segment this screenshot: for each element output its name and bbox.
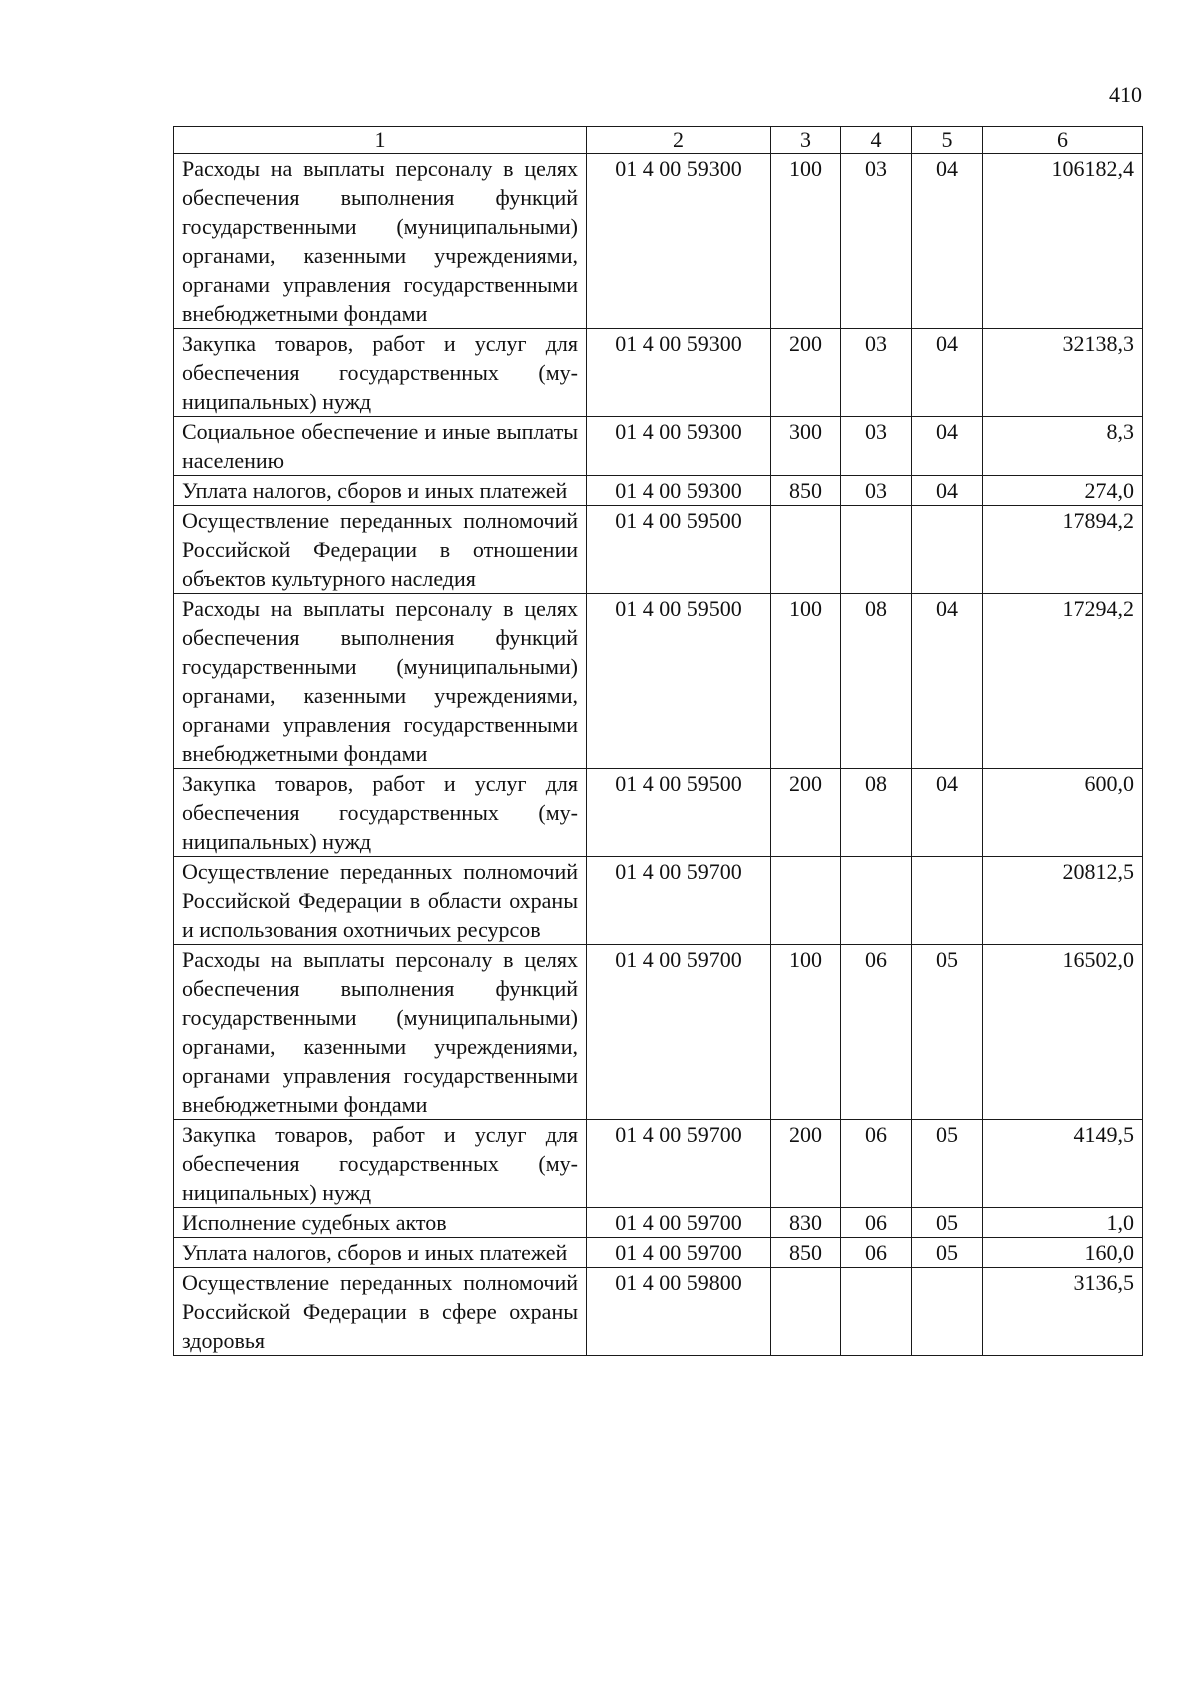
header-cell: 5: [912, 127, 983, 154]
table-row: [174, 417, 1143, 476]
table-row: [174, 1268, 1143, 1356]
row-section: 03: [841, 476, 912, 506]
row-subsection: [912, 1268, 983, 1356]
row-subsection: 04: [912, 476, 983, 506]
row-amount: 106182,4: [983, 154, 1143, 329]
row-subsection: 04: [912, 154, 983, 329]
row-description: Исполнение судебных актов: [174, 1208, 587, 1238]
row-expense-type: [771, 1268, 841, 1356]
row-amount: 17894,2: [983, 506, 1143, 594]
row-target-code: 01 4 00 59500: [587, 594, 771, 769]
row-description: Расходы на выплаты персоналу в целях обеспечения выполнения функций государственными (муниципальными) органами, казенными учреждениями, органами управления государственными внебюджетными фондами: [174, 594, 587, 769]
row-subsection: [912, 506, 983, 594]
row-target-code: 01 4 00 59300: [587, 476, 771, 506]
table-row: [174, 1208, 1143, 1238]
row-description: Уплата налогов, сборов и иных платежей: [174, 476, 587, 506]
table-row: [174, 769, 1143, 857]
table-row: [174, 1120, 1143, 1208]
row-section: 03: [841, 329, 912, 417]
row-target-code: 01 4 00 59800: [587, 1268, 771, 1356]
header-cell: 4: [841, 127, 912, 154]
row-target-code: 01 4 00 59700: [587, 1120, 771, 1208]
row-expense-type: 100: [771, 945, 841, 1120]
row-section: 06: [841, 945, 912, 1120]
row-section: 03: [841, 417, 912, 476]
table-row: [174, 594, 1143, 769]
row-section: 03: [841, 154, 912, 329]
row-subsection: [912, 857, 983, 945]
row-amount: 8,3: [983, 417, 1143, 476]
header-cell: 1: [174, 127, 587, 154]
table-header: [174, 127, 1143, 154]
table-body: [174, 154, 1143, 1356]
row-description: Закупка товаров, работ и услуг для обеспечения государственных (муниципальных) нужд: [174, 1120, 587, 1208]
row-target-code: 01 4 00 59700: [587, 857, 771, 945]
row-amount: 3136,5: [983, 1268, 1143, 1356]
row-description: Закупка товаров, работ и услуг для обеспечения государственных (муниципальных) нужд: [174, 329, 587, 417]
row-section: 06: [841, 1238, 912, 1268]
row-description: Уплата налогов, сборов и иных платежей: [174, 1238, 587, 1268]
row-expense-type: [771, 857, 841, 945]
row-description: Расходы на выплаты персоналу в целях обеспечения выполнения функций государственными (муниципальными) органами, казенными учреждениями, органами управления государственными внебюджетными фондами: [174, 154, 587, 329]
row-subsection: 05: [912, 1208, 983, 1238]
row-amount: 1,0: [983, 1208, 1143, 1238]
row-expense-type: [771, 506, 841, 594]
row-section: 08: [841, 594, 912, 769]
row-target-code: 01 4 00 59700: [587, 1238, 771, 1268]
row-target-code: 01 4 00 59700: [587, 945, 771, 1120]
row-amount: 20812,5: [983, 857, 1143, 945]
row-amount: 32138,3: [983, 329, 1143, 417]
row-description: Социальное обеспечение и иные выплаты населению: [174, 417, 587, 476]
row-expense-type: 200: [771, 329, 841, 417]
table-row: [174, 154, 1143, 329]
row-target-code: 01 4 00 59500: [587, 769, 771, 857]
row-expense-type: 200: [771, 769, 841, 857]
page-number: 410: [1109, 82, 1142, 107]
row-expense-type: 850: [771, 476, 841, 506]
row-expense-type: 850: [771, 1238, 841, 1268]
row-expense-type: 300: [771, 417, 841, 476]
row-section: 06: [841, 1208, 912, 1238]
table-row: [174, 329, 1143, 417]
row-subsection: 04: [912, 329, 983, 417]
row-amount: 4149,5: [983, 1120, 1143, 1208]
table-row: [174, 857, 1143, 945]
row-description: Расходы на выплаты персоналу в целях обеспечения выполнения функций государственными (муниципальными) органами, казенными учреждениями, органами управления государственными внебюджетными фондами: [174, 945, 587, 1120]
row-subsection: 04: [912, 594, 983, 769]
row-section: [841, 506, 912, 594]
row-target-code: 01 4 00 59300: [587, 417, 771, 476]
row-description: Осуществление переданных полномочий Российской Федерации в области охраны и использования охотничьих ресурсов: [174, 857, 587, 945]
row-subsection: 05: [912, 1120, 983, 1208]
row-subsection: 05: [912, 1238, 983, 1268]
table-row: [174, 1238, 1143, 1268]
row-amount: 17294,2: [983, 594, 1143, 769]
row-description: Закупка товаров, работ и услуг для обеспечения государственных (муниципальных) нужд: [174, 769, 587, 857]
row-subsection: 04: [912, 769, 983, 857]
row-amount: 160,0: [983, 1238, 1143, 1268]
row-section: 06: [841, 1120, 912, 1208]
header-cell: 6: [983, 127, 1143, 154]
row-expense-type: 200: [771, 1120, 841, 1208]
row-expense-type: 830: [771, 1208, 841, 1238]
row-target-code: 01 4 00 59700: [587, 1208, 771, 1238]
row-amount: 274,0: [983, 476, 1143, 506]
row-subsection: 05: [912, 945, 983, 1120]
row-expense-type: 100: [771, 154, 841, 329]
row-section: [841, 1268, 912, 1356]
header-cell: 3: [771, 127, 841, 154]
row-target-code: 01 4 00 59300: [587, 329, 771, 417]
row-target-code: 01 4 00 59300: [587, 154, 771, 329]
row-expense-type: 100: [771, 594, 841, 769]
budget-table: [173, 126, 1143, 1356]
row-target-code: 01 4 00 59500: [587, 506, 771, 594]
row-section: 08: [841, 769, 912, 857]
row-amount: 600,0: [983, 769, 1143, 857]
row-section: [841, 857, 912, 945]
row-description: Осуществление переданных полномочий Российской Федерации в отношении объектов культурного наследия: [174, 506, 587, 594]
table-row: [174, 945, 1143, 1120]
table-row: [174, 476, 1143, 506]
table-row: [174, 506, 1143, 594]
row-subsection: 04: [912, 417, 983, 476]
row-amount: 16502,0: [983, 945, 1143, 1120]
header-cell: 2: [587, 127, 771, 154]
row-description: Осуществление переданных полномочий Российской Федерации в сфере охраны здоровья: [174, 1268, 587, 1356]
header-row: [174, 127, 1143, 154]
